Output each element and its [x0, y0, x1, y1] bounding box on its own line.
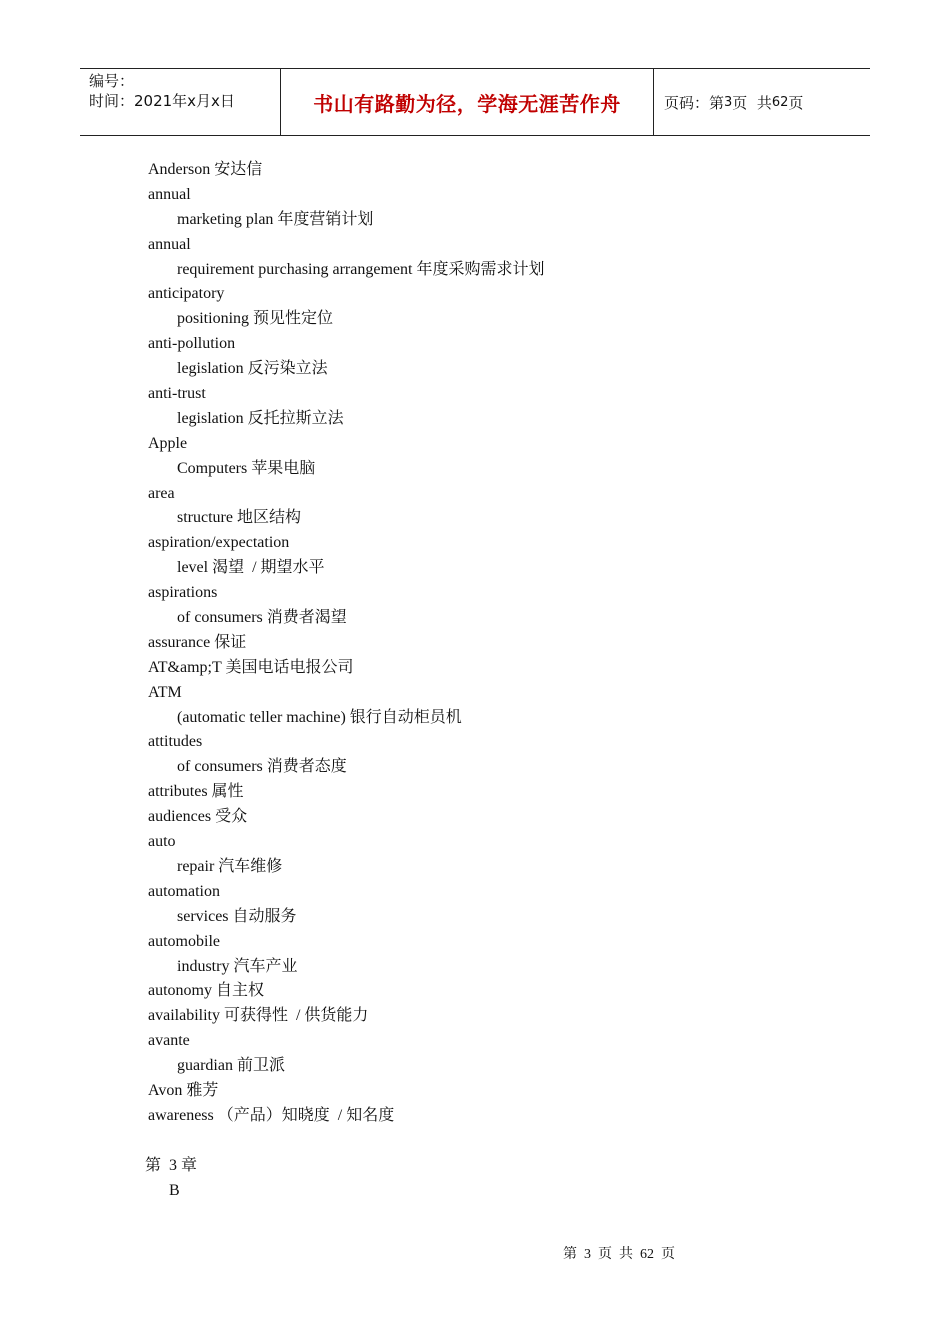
page-mid: 页 共: [732, 93, 772, 112]
glossary-definition: (automatic teller machine) 银行自动柜员机: [177, 708, 462, 726]
glossary-definition: guardian 前卫派: [177, 1057, 285, 1075]
glossary-definition: repair 汽车维修: [177, 857, 283, 875]
glossary-term: Apple: [148, 434, 188, 452]
section-letter: B: [169, 1182, 180, 1199]
page-prefix: 页码：第: [664, 93, 725, 112]
glossary-definition: legislation 反污染立法: [177, 360, 328, 378]
glossary-definition: legislation 反托拉斯立法: [177, 409, 344, 427]
page-total: 62: [771, 94, 789, 110]
doc-date-label: 时间：2021年x月x日: [89, 92, 235, 110]
glossary-term: assurance 保证: [148, 633, 247, 651]
glossary-definition: services 自动服务: [177, 907, 297, 925]
glossary-term: aspirations: [148, 584, 218, 602]
glossary-term: automobile: [148, 932, 220, 950]
glossary-term: auto: [148, 833, 176, 851]
glossary-term: Anderson 安达信: [148, 161, 263, 178]
glossary-term: attitudes: [148, 733, 203, 751]
glossary-term: annual: [148, 235, 191, 253]
page-current: 3: [724, 94, 733, 110]
glossary-term: attributes 属性: [148, 783, 244, 801]
glossary-term: anti-trust: [148, 385, 206, 403]
chapter-heading: 第 3 章: [145, 1157, 198, 1174]
glossary-definition: marketing plan 年度营销计划: [177, 210, 374, 228]
page-footer: 第 3 页 共 62 页: [563, 1247, 675, 1262]
glossary-term: ATM: [148, 683, 182, 701]
page-header: [80, 68, 870, 136]
glossary-term: AT&amp;T 美国电话电报公司: [148, 658, 354, 676]
page-suffix: 页: [788, 93, 804, 112]
glossary-term: annual: [148, 185, 191, 203]
glossary-term: awareness （产品）知晓度 / 知名度: [148, 1106, 395, 1124]
glossary-term: area: [148, 484, 175, 502]
glossary-term: anticipatory: [148, 285, 225, 303]
glossary-definition: industry 汽车产业: [177, 957, 298, 975]
glossary-list: [148, 158, 544, 1129]
glossary-definition: level 渴望 / 期望水平: [177, 559, 325, 577]
header-meta: [80, 69, 281, 135]
doc-number-label: 编号：: [89, 72, 135, 90]
glossary-term: anti-pollution: [148, 335, 236, 353]
glossary-definition: Computers 苹果电脑: [177, 459, 316, 477]
glossary-term: avante: [148, 1032, 190, 1050]
glossary-term: availability 可获得性 / 供货能力: [148, 1007, 369, 1025]
glossary-term: Avon 雅芳: [148, 1081, 219, 1099]
glossary-term: audiences 受众: [148, 808, 248, 826]
header-motto: 书山有路勤为径，学海无涯苦作舟: [281, 69, 654, 135]
glossary-definition: of consumers 消费者渴望: [177, 609, 347, 627]
header-page-number: [654, 69, 870, 135]
glossary-definition: requirement purchasing arrangement 年度采购需求计划: [177, 260, 545, 278]
glossary-term: automation: [148, 882, 220, 900]
glossary-definition: of consumers 消费者态度: [177, 758, 347, 776]
glossary-term: aspiration/expectation: [148, 534, 290, 552]
glossary-term: autonomy 自主权: [148, 982, 264, 1000]
glossary-definition: structure 地区结构: [177, 509, 301, 527]
glossary-definition: positioning 预见性定位: [177, 310, 334, 328]
